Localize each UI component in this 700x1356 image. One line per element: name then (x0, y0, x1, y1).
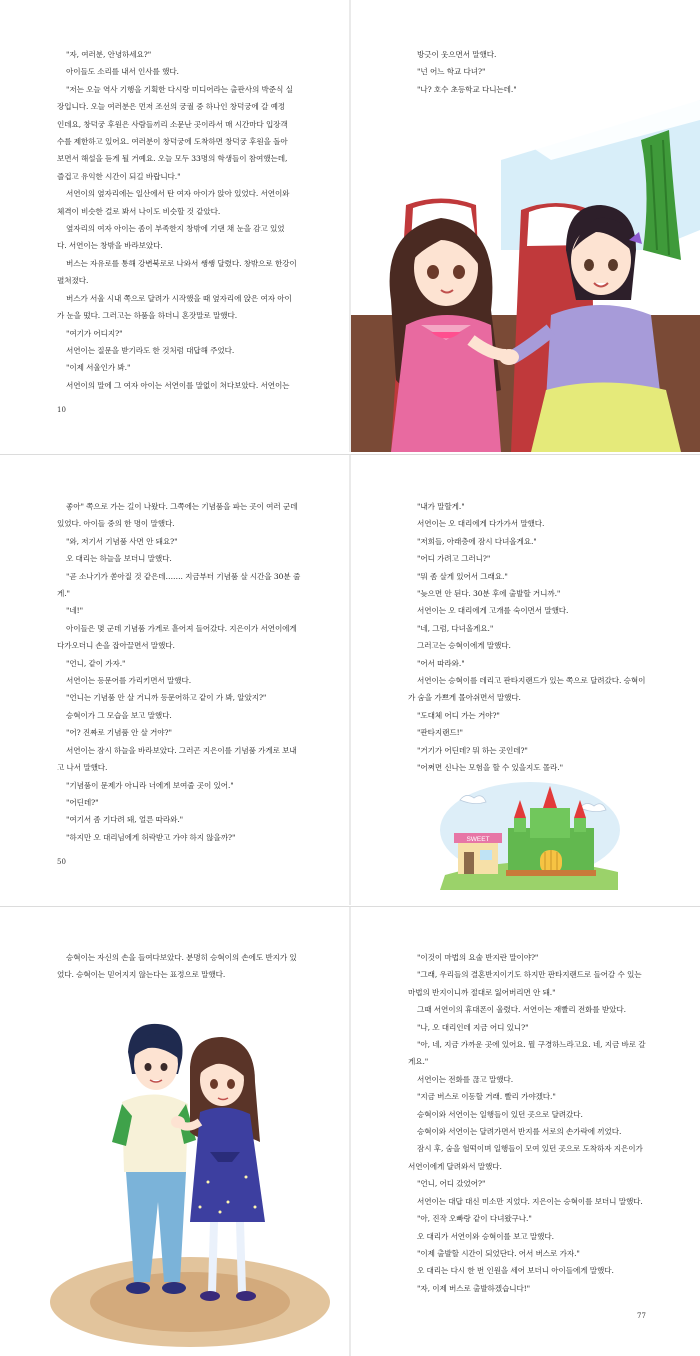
text-line: 좋아" 쪽으로 가는 길이 나왔다. 그쪽에는 기념품을 파는 곳이 여러 군데 (66, 502, 298, 511)
page-number: 50 (57, 858, 66, 866)
text-line: 서연이는 등문어를 가리키면서 말했다. (66, 676, 192, 686)
text-line: "언니, 어디 갔었어?" (417, 1179, 486, 1189)
left-page-text (57, 949, 297, 984)
text-line: 서연이는 대답 대신 미소만 지었다. 지은이는 승혁이를 보더니 말했다. (417, 1196, 643, 1206)
text-line: 오 대리가 서연이와 승혁이를 보고 말했다. (417, 1231, 554, 1241)
text-line: 체격이 비슷한 걸로 봐서 나이도 비슷할 것 같았다. (57, 206, 221, 216)
text-line: "거기가 어딘데? 뭐 하는 곳인데?" (417, 745, 528, 755)
text-line: "네!" (66, 606, 83, 616)
text-line: 펼쳐졌다. (57, 276, 89, 286)
text-line: 서연이는 오 대리에게 고개를 숙이면서 말했다. (417, 606, 569, 616)
left-page-text (57, 498, 300, 846)
right-page-text (408, 949, 646, 1297)
ring-children-illustration (50, 1012, 330, 1352)
text-line: 게요." (408, 1057, 429, 1067)
text-line: 인데요, 창덕궁 후원은 사람들끼리 소문난 곳이라서 매 시간마다 입장객 (57, 119, 288, 129)
text-line: 수를 제한하고 있어요. 여러분이 창덕궁에 도착하면 창덕궁 후원을 돌아 (57, 137, 288, 147)
text-line: 옆자리의 여자 아이는 좀이 부족한지 창밖에 기댄 채 눈을 감고 있었 (66, 224, 285, 234)
text-line: 서연이의 옆자리에는 일산에서 탄 여자 아이가 앉아 있었다. 서연이와 (66, 189, 290, 199)
spread-page-10 (0, 0, 700, 452)
page-gutter (349, 907, 351, 1356)
text-line: 게." (57, 589, 70, 599)
text-line: "여기서 좀 기다려 돼, 얼른 따라와." (66, 815, 184, 825)
text-line: "네, 그럼, 다녀올게요." (417, 623, 494, 633)
text-line: "판타지랜드!" (417, 728, 463, 738)
text-line: 서연이는 잠시 하늘을 바라보았다. 그러곤 지은이를 기념품 가게로 보내 (66, 745, 297, 755)
page-number: 10 (57, 406, 66, 414)
text-line: 그때 서연이의 휴대폰이 울렸다. 서연이는 재빨리 전화를 받았다. (417, 1005, 626, 1015)
text-line: "자, 여러분, 안녕하세요?" (66, 50, 152, 59)
page-gutter (349, 455, 351, 905)
fantasyland-castle-illustration (440, 780, 620, 890)
text-line: 가 숨을 가쁘게 몰아쉬면서 말했다. (408, 693, 521, 703)
text-line: 서연이는 질문을 받기라도 한 것처럼 대답해 주었다. (66, 345, 235, 355)
text-line: 마법의 반지이니까 절대로 잃어버리면 안 돼." (408, 987, 556, 997)
text-line: "지금 버스로 이동할 거래. 빨리 가야겠다." (417, 1092, 556, 1102)
text-line: 고 나서 말했다. (57, 763, 108, 773)
text-line: "아, 진작 오빠랑 같이 다녀왔구나." (417, 1214, 532, 1224)
bus-handshake-illustration (351, 100, 700, 452)
text-line: 서연이는 오 대리에게 다가가서 말했다. (417, 519, 545, 529)
text-line: "자, 이제 버스로 출발하겠습니다!" (417, 1283, 531, 1293)
text-line: "어? 진짜로 기념품 안 살 거야?" (66, 728, 172, 738)
text-line: "늦으면 안 된다. 30분 후에 출발할 거니까." (417, 589, 561, 599)
text-line: 즐겁고 유익한 시간이 되길 바랍니다." (57, 171, 181, 181)
text-line: "이것이 마법의 요술 반지란 말이야?" (417, 953, 539, 962)
text-line: "넌 어느 학교 다녀?" (417, 67, 486, 77)
spread-page-77 (0, 906, 700, 1356)
text-line: "어딘데?" (66, 797, 99, 807)
text-line: 아이들은 몇 군데 기념품 가게로 흩어져 들어갔다. 지은이가 서연이에게 (66, 623, 297, 633)
text-line: 승혁이와 서연이는 일행들이 있던 곳으로 달려갔다. (417, 1109, 583, 1119)
text-line: "기념품이 문제가 아니라 너에게 보여줄 곳이 있어." (66, 780, 234, 790)
text-line: 방긋이 웃으면서 말했다. (417, 50, 497, 59)
text-line: "나, 오 대리인데 지금 어디 있니?" (417, 1022, 529, 1032)
text-line: 다. 서연이는 창밖을 바라보았다. (57, 241, 163, 251)
text-line: "뭐 좀 살게 있어서 그래요." (417, 571, 508, 581)
text-line: 서연이에게 달려와서 말했다. (408, 1161, 502, 1171)
text-line: 승혁이가 그 모습을 보고 말했다. (66, 710, 172, 720)
text-line: 그러고는 승혁이에게 말했다. (417, 641, 511, 651)
left-page-text (57, 46, 297, 394)
text-line: "하지만 오 대리님에게 허락받고 가야 하지 않을까?" (66, 832, 236, 842)
text-line: 서연이의 말에 그 여자 아이는 서연이를 말없이 쳐다보았다. 서연이는 (66, 380, 290, 390)
text-line: "이제 출발할 시간이 되었단다. 어서 버스로 가자." (417, 1248, 580, 1258)
text-line: 서연이는 전화를 끊고 말했다. (417, 1074, 514, 1084)
text-line: "그래, 우리들의 결혼반지이기도 하지만 판타지랜드로 들어갈 수 있는 (417, 970, 642, 980)
text-line: "아, 네, 지금 가까운 곳에 있어요. 뭘 구경하느라고요. 네, 지금 바로 갈 (417, 1040, 646, 1050)
text-line: 었다. 승혁이는 믿어지지 않는다는 표정으로 말했다. (57, 970, 226, 980)
text-line: 승혁이와 서연이는 달려가면서 반지를 서로의 손가락에 끼었다. (417, 1127, 622, 1137)
text-line: "나? 호수 초등학교 다니는데." (417, 84, 517, 94)
page-number: 77 (637, 1312, 646, 1320)
text-line: "이제 서울인가 봐." (66, 363, 131, 373)
text-line: "어디 가려고 그러니?" (417, 554, 491, 564)
right-page-text (408, 498, 645, 777)
text-line: "여기가 어디지?" (66, 328, 123, 338)
text-line: 가 눈을 떴다. 그러고는 하품을 하더니 혼잣말로 말했다. (57, 311, 238, 321)
text-line: 있었다. 아이들 중의 한 명이 말했다. (57, 519, 175, 529)
text-line: 오 대리는 하늘을 보더니 말했다. (66, 554, 172, 564)
text-line: "어서 따라와." (417, 658, 465, 668)
shop-sign: SWEET (466, 836, 490, 843)
text-line: "와, 저기서 기념품 사면 안 돼요?" (66, 536, 178, 546)
text-line: "어쩌면 신나는 모험을 할 수 있을지도 몰라." (417, 763, 563, 773)
text-line: 잠시 후, 숨을 헐떡이며 일행들이 모여 있던 곳으로 도착하자 지은이가 (417, 1144, 643, 1154)
text-line: 버스가 서울 시내 쪽으로 달려가 시작했을 때 옆자리에 앉은 여자 아이 (66, 293, 292, 303)
text-line: "내가 말할게." (417, 502, 465, 511)
text-line: "저희들, 아래층에 잠시 다녀올게요." (417, 536, 537, 546)
text-line: "저는 오늘 역사 기행을 기획한 다시랑 미디어라는 출판사의 박준식 실 (66, 84, 293, 94)
text-line: "언니, 같이 가자." (66, 658, 126, 668)
text-line: "도대체 어디 가는 거야?" (417, 710, 500, 720)
text-line: 장입니다. 오늘 여러분은 먼저 조선의 궁궐 중 하나인 창덕궁에 갈 예정 (57, 102, 286, 112)
text-line: 아이들도 소리를 내서 인사를 했다. (66, 67, 179, 77)
text-line: 보면서 해설을 듣게 될 거예요. 오늘 모두 33명의 학생들이 참여했는데, (57, 154, 288, 164)
text-line: "곧 소나기가 쏟아질 것 같은데……. 지금부터 기념품 살 시간을 30분 줄 (66, 571, 301, 581)
text-line: 승혁이는 자신의 손을 들여다보았다. 분명히 승혁이의 손에도 반지가 있 (66, 953, 297, 962)
text-line: 버스는 자유로를 통해 강변북로로 나와서 쌩쌩 달렸다. 창밖으로 한강이 (66, 258, 297, 268)
spread-page-50 (0, 454, 700, 905)
text-line: "언니는 기념품 안 살 거니까 등문어하고 같이 가 봐, 알았지?" (66, 693, 267, 703)
text-line: 서연이는 승혁이를 데리고 판타지랜드가 있는 쪽으로 달려갔다. 승혁이 (417, 676, 646, 686)
text-line: 다가오더니 손을 잡아끌면서 말했다. (57, 641, 175, 651)
text-line: 오 대리는 다시 한 번 인원을 세어 보더니 아이들에게 말했다. (417, 1266, 614, 1276)
